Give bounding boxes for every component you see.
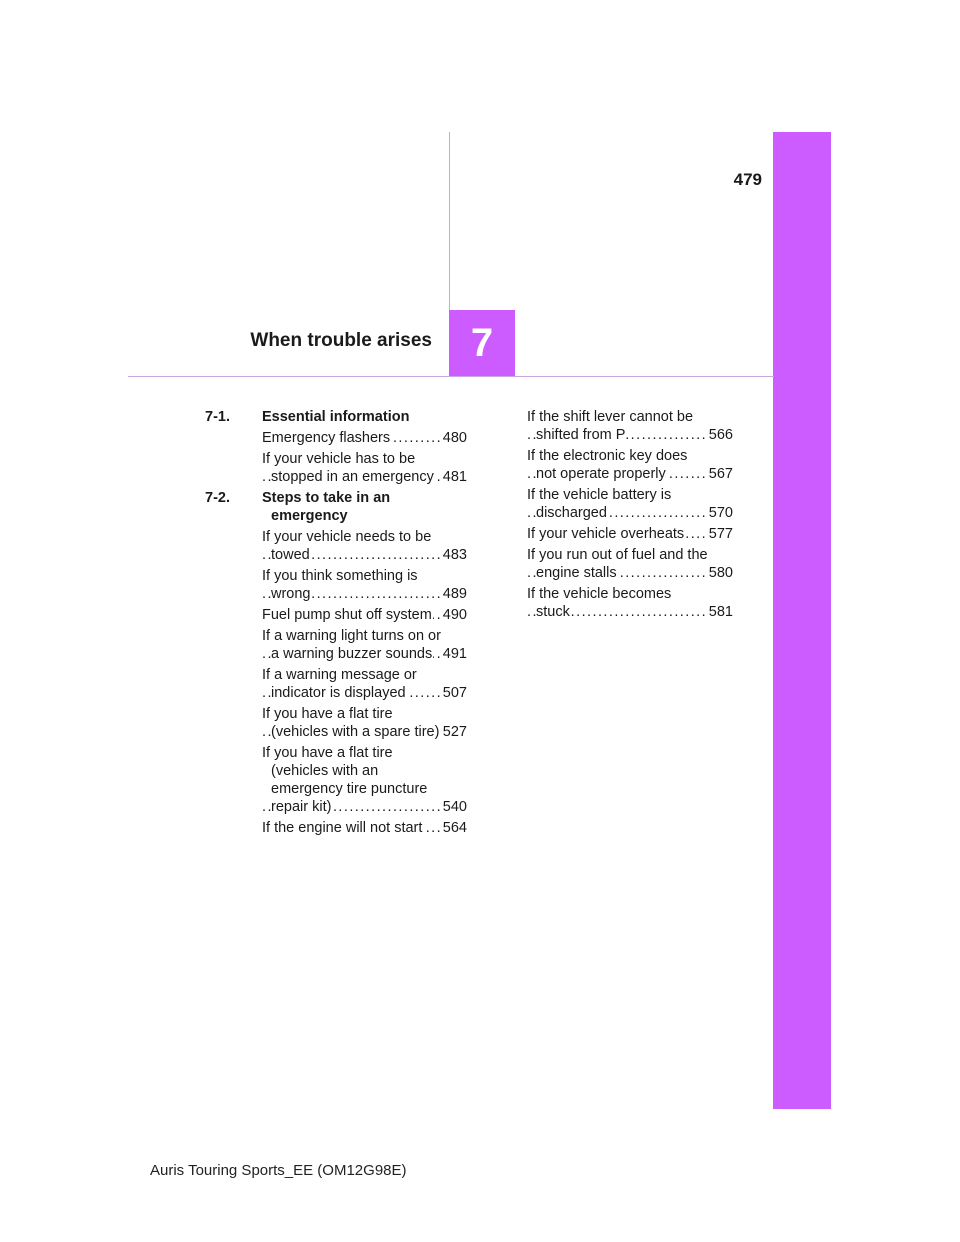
toc-section-number: 7-1. [205, 409, 230, 425]
toc-entry-page: 480 [442, 430, 467, 446]
toc-entry-page: 489 [442, 586, 467, 602]
toc-entry-page: 540 [442, 799, 467, 815]
toc-entry-text: If your vehicle has to be stopped in an emergency [262, 451, 434, 485]
toc-left-column [205, 408, 467, 840]
toc-entry[interactable] [262, 666, 467, 702]
toc-entry-text-wrap [527, 525, 708, 543]
toc-entry-text-wrap [527, 546, 708, 582]
toc-entry[interactable] [262, 450, 467, 486]
toc-section-title: Steps to take in an emergency [262, 490, 391, 524]
toc-entry-text: Emergency flashers [262, 430, 391, 446]
toc-entry-text: If the electronic key does not operate properly [527, 448, 688, 482]
toc-entry[interactable] [262, 744, 467, 816]
toc-entry-page: 577 [708, 526, 733, 542]
toc-entry-text: Fuel pump shut off system [262, 607, 432, 623]
toc-entry[interactable] [262, 606, 467, 624]
toc-section-heading [205, 489, 467, 525]
toc-right-column [527, 408, 733, 624]
toc-entry[interactable] [527, 447, 733, 483]
toc-entry-page: 527 [442, 724, 467, 740]
toc-entry-text-wrap [262, 705, 442, 741]
toc-entry[interactable] [527, 546, 733, 582]
toc-entry[interactable] [527, 585, 733, 621]
toc-entry-page: 564 [442, 820, 467, 836]
toc-entry[interactable] [262, 705, 467, 741]
toc-entry-text-wrap [262, 744, 442, 816]
toc-entry-text-wrap [527, 408, 708, 444]
toc-entry-text: If you run out of fuel and the engine stalls [527, 547, 708, 581]
toc-entry-page: 507 [442, 685, 467, 701]
toc-entry-text-wrap [262, 666, 442, 702]
toc-entry-text-wrap [527, 585, 708, 621]
toc-entry-text-wrap [262, 819, 442, 837]
toc-entry-text: If the engine will not start [262, 820, 423, 836]
toc-entry-text: If the vehicle becomes stuck [527, 586, 672, 620]
toc-entry-page: 481 [442, 469, 467, 485]
chapter-number-badge: 7 [449, 310, 515, 376]
toc-entry[interactable] [527, 525, 733, 543]
toc-entry-text-wrap [262, 429, 442, 447]
toc-entry-page: 581 [708, 604, 733, 620]
toc-entry-text-wrap [527, 447, 708, 483]
toc-entry-text: If you have a flat tire (vehicles with a spare tire) [262, 706, 440, 740]
toc-entry-text-wrap [262, 567, 442, 603]
header-rule [128, 376, 774, 377]
toc-entry-text: If the vehicle battery is discharged [527, 487, 672, 521]
page-number: 479 [733, 170, 762, 189]
toc-entry-page: 566 [708, 427, 733, 443]
toc-entry[interactable] [262, 429, 467, 447]
toc-entry-text-wrap [262, 606, 442, 624]
toc-entry[interactable] [527, 408, 733, 444]
toc-entry-text: If your vehicle overheats [527, 526, 685, 542]
vertical-divider [449, 132, 450, 310]
toc-entry-text-wrap [262, 528, 442, 564]
toc-entry-text: If the shift lever cannot be shifted from P [527, 409, 694, 443]
toc-entry-text: If a warning light turns on or a warning buzzer sounds [262, 628, 441, 662]
toc-entry[interactable] [262, 528, 467, 564]
toc-entry-text: If a warning message or indicator is displayed [262, 667, 417, 701]
toc-entry-page: 490 [442, 607, 467, 623]
toc-entry-text-wrap [527, 486, 708, 522]
section-title: When trouble arises [250, 330, 432, 351]
toc-entry-text: If you have a flat tire (vehicles with an emergency tire puncture repair kit) [262, 745, 428, 815]
toc-entry-page: 570 [708, 505, 733, 521]
chapter-side-tab [773, 132, 831, 1109]
toc-entry-page: 483 [442, 547, 467, 563]
toc-entry-text-wrap [262, 627, 442, 663]
toc-section-number: 7-2. [205, 490, 230, 506]
toc-entry-page: 567 [708, 466, 733, 482]
toc-entry-page: 491 [442, 646, 467, 662]
toc-entry-text: If your vehicle needs to be towed [262, 529, 432, 563]
toc-entry-text: If you think something is wrong [262, 568, 418, 602]
footer-manual-id: Auris Touring Sports_EE (OM12G98E) [150, 1162, 407, 1179]
toc-entry[interactable] [262, 627, 467, 663]
toc-entry-text-wrap [262, 450, 442, 486]
toc-section-heading [205, 408, 467, 426]
toc-entry-page: 580 [708, 565, 733, 581]
toc-entry[interactable] [527, 486, 733, 522]
toc-section-title: Essential information [262, 409, 410, 425]
toc-entry[interactable] [262, 819, 467, 837]
toc-entry[interactable] [262, 567, 467, 603]
